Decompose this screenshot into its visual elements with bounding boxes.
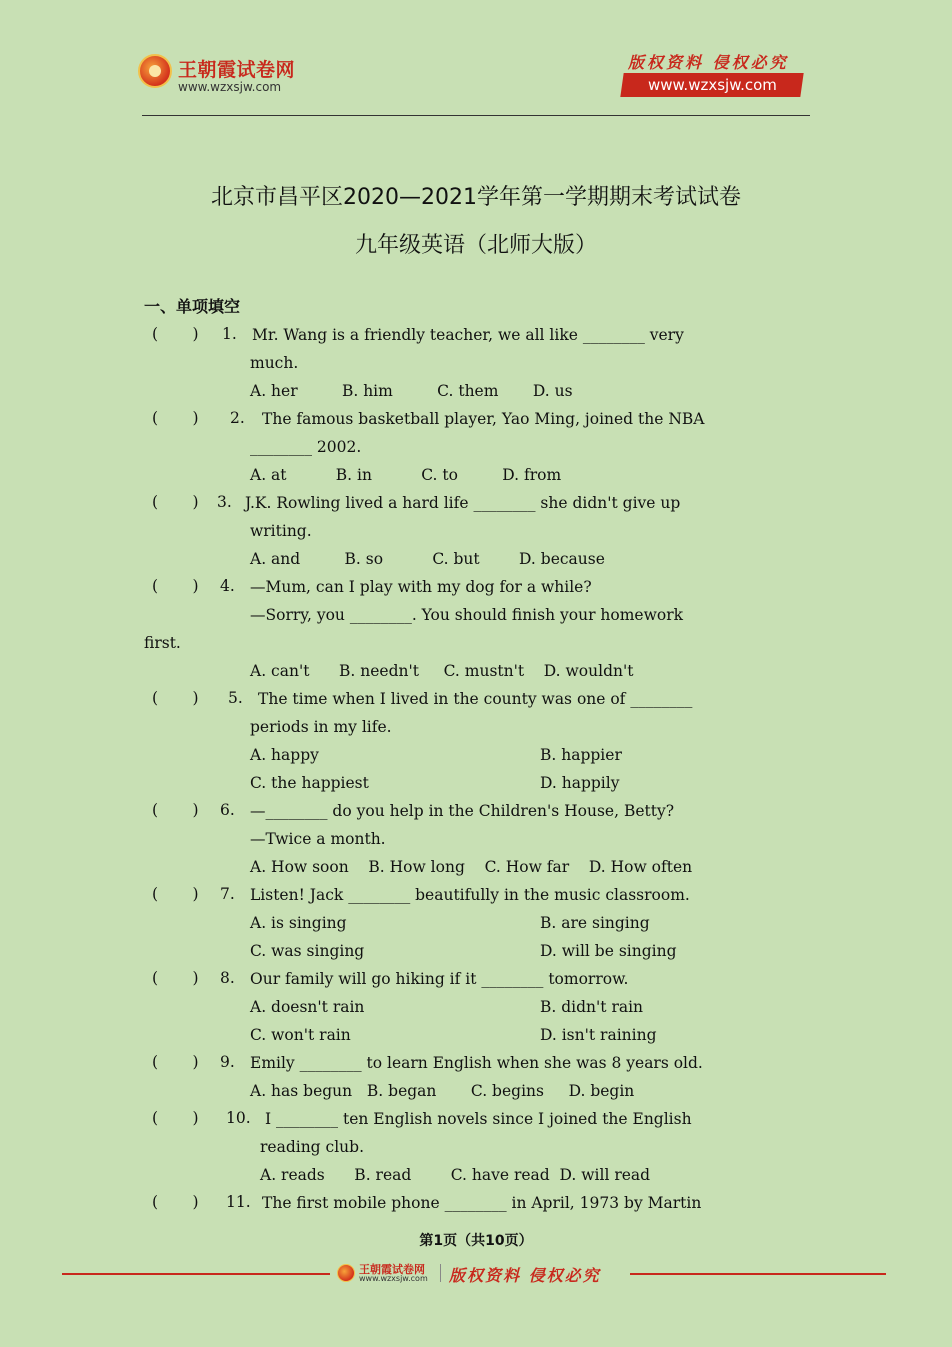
question-number: 5.	[228, 689, 243, 707]
question-text: ________ 2002.	[250, 438, 362, 456]
question-options: A. and B. so C. but D. because	[250, 550, 605, 568]
option-a: A. doesn't rain	[250, 998, 365, 1016]
question-text: The time when I lived in the county was one of ________	[258, 690, 693, 708]
question-options: A. at B. in C. to D. from	[250, 466, 562, 484]
question-number: 10.	[226, 1109, 251, 1127]
header-divider	[142, 115, 810, 116]
page-header	[0, 0, 952, 118]
option-b: B. didn't rain	[540, 998, 644, 1016]
question-text: Listen! Jack ________ beautifully in the music classroom.	[250, 886, 690, 904]
question-text: first.	[144, 634, 181, 652]
footer-logo-badge-icon	[337, 1264, 355, 1282]
question-number: 11.	[226, 1193, 251, 1211]
option-d: D. happily	[540, 774, 620, 792]
question-options: A. reads B. read C. have read D. will read	[260, 1166, 651, 1184]
question-number: 7.	[220, 885, 235, 903]
question-number: 3.	[217, 493, 232, 511]
question-options: A. How soon B. How long C. How far D. How often	[250, 858, 693, 876]
answer-blank[interactable]: ( )	[152, 325, 199, 343]
footer-divider	[440, 1264, 441, 1282]
question-text: reading club.	[260, 1138, 365, 1156]
option-c: C. the happiest	[250, 774, 369, 792]
question-text: writing.	[250, 522, 312, 540]
page-number: 第1页（共10页）	[419, 1233, 533, 1249]
question-number: 4.	[220, 577, 235, 595]
url-banner[interactable]	[620, 73, 803, 97]
question-text: —Twice a month.	[250, 830, 386, 848]
question-text: much.	[250, 354, 299, 372]
question-text: —________ do you help in the Children's House, Betty?	[250, 802, 675, 820]
logo-name: 王朝霞试卷网	[178, 59, 296, 81]
option-d: D. isn't raining	[540, 1026, 657, 1044]
answer-blank[interactable]: ( )	[152, 801, 199, 819]
exam-subtitle: 九年级英语（北师大版）	[354, 233, 597, 258]
question-number: 1.	[222, 325, 237, 343]
url-banner-text: www.wzxsjw.com	[647, 76, 777, 94]
option-c: C. won't rain	[250, 1026, 351, 1044]
section-heading: 一、单项填空	[144, 297, 241, 316]
answer-blank[interactable]: ( )	[152, 493, 199, 511]
footer-rule-right	[630, 1273, 886, 1275]
option-b: B. are singing	[540, 914, 650, 932]
question-text: —Mum, can I play with my dog for a while?	[250, 578, 592, 596]
logo-badge-icon	[138, 54, 172, 88]
question-text: —Sorry, you ________. You should finish your homework	[250, 606, 683, 624]
question-text: Emily ________ to learn English when she was 8 years old.	[250, 1054, 703, 1072]
question-text: Our family will go hiking if it ________ tomorrow.	[250, 970, 629, 988]
exam-title: 北京市昌平区2020—2021学年第一学期期末考试试卷	[211, 185, 741, 210]
site-logo[interactable]	[138, 54, 308, 98]
question-text: I ________ ten English novels since I joined the English	[265, 1110, 692, 1128]
footer-rule-left	[62, 1273, 330, 1275]
option-b: B. happier	[540, 746, 622, 764]
question-options: A. her B. him C. them D. us	[250, 382, 573, 400]
question-number: 8.	[220, 969, 235, 987]
answer-blank[interactable]: ( )	[152, 689, 199, 707]
answer-blank[interactable]: ( )	[152, 577, 199, 595]
footer-logo-url: www.wzxsjw.com	[359, 1274, 428, 1283]
question-number: 9.	[220, 1053, 235, 1071]
question-text: The first mobile phone ________ in April, 1973 by Martin	[262, 1194, 702, 1212]
question-text: periods in my life.	[250, 718, 392, 736]
question-text: J.K. Rowling lived a hard life ________ she didn't give up	[245, 494, 681, 512]
question-text: Mr. Wang is a friendly teacher, we all like ________ very	[252, 326, 684, 344]
option-d: D. will be singing	[540, 942, 677, 960]
logo-url: www.wzxsjw.com	[178, 80, 282, 94]
footer-logo-name: 王朝霞试卷网	[359, 1263, 425, 1276]
option-a: A. is singing	[250, 914, 347, 932]
question-number: 6.	[220, 801, 235, 819]
footer-rights: 版权资料 侵权必究	[449, 1266, 601, 1285]
answer-blank[interactable]: ( )	[152, 969, 199, 987]
footer-logo[interactable]	[337, 1262, 627, 1286]
option-c: C. was singing	[250, 942, 365, 960]
question-text: The famous basketball player, Yao Ming, joined the NBA	[262, 410, 705, 428]
question-number: 2.	[230, 409, 245, 427]
option-a: A. happy	[250, 746, 319, 764]
rights-notice: 版权资料 侵权必究	[628, 53, 789, 72]
answer-blank[interactable]: ( )	[152, 885, 199, 903]
answer-blank[interactable]: ( )	[152, 1053, 199, 1071]
question-options: A. has begun B. began C. begins D. begin	[250, 1082, 635, 1100]
answer-blank[interactable]: ( )	[152, 409, 199, 427]
answer-blank[interactable]: ( )	[152, 1109, 199, 1127]
question-options: A. can't B. needn't C. mustn't D. wouldn't	[250, 662, 634, 680]
answer-blank[interactable]: ( )	[152, 1193, 199, 1211]
